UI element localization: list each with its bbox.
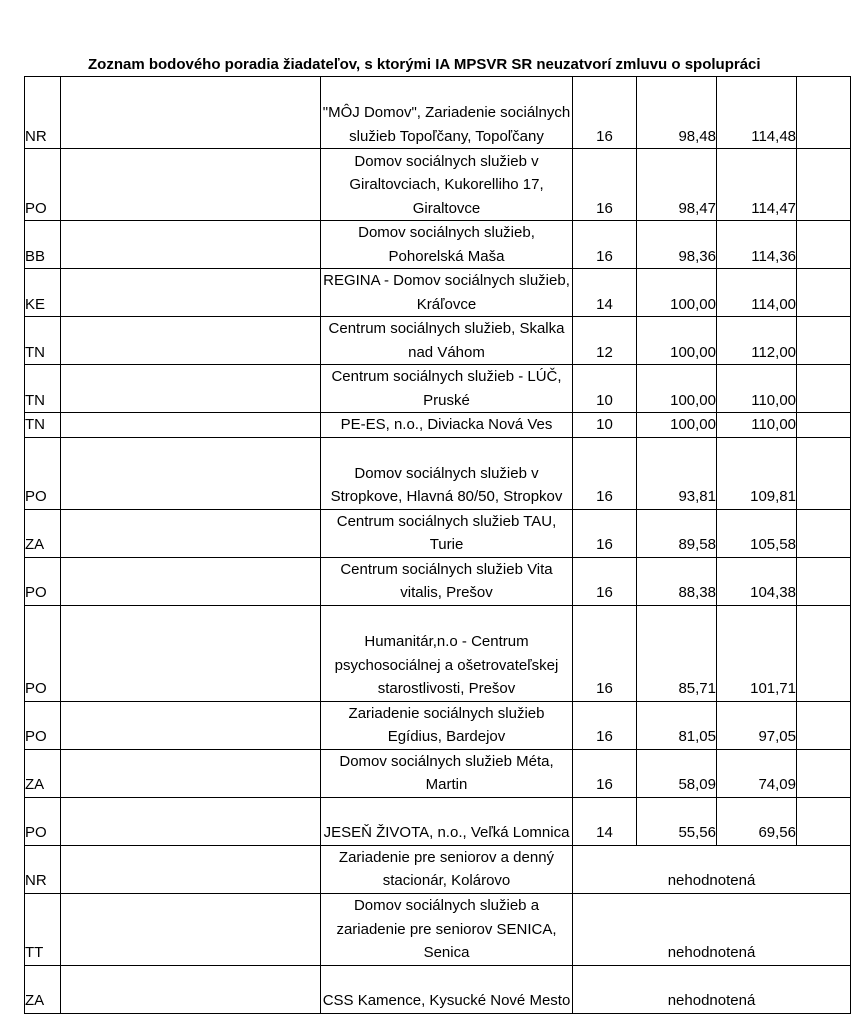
total-cell: 104,38 xyxy=(717,557,797,605)
score-cell: 100,00 xyxy=(637,317,717,365)
blank-cell xyxy=(61,413,321,438)
table-row xyxy=(25,845,851,893)
ranking-table xyxy=(24,76,851,1014)
total-cell: 114,36 xyxy=(717,221,797,269)
region-cell: KE xyxy=(25,269,61,317)
points-cell: 16 xyxy=(573,509,637,557)
empty-cell xyxy=(797,413,851,438)
applicant-name-cell: CSS Kamence, Kysucké Nové Mesto xyxy=(321,965,573,1013)
total-cell: 110,00 xyxy=(717,365,797,413)
table-row xyxy=(25,77,851,149)
table-row xyxy=(25,365,851,413)
region-cell: PO xyxy=(25,797,61,845)
applicant-name-cell: Domov sociálnych služieb v Giraltovciach, Kukorelliho 17, Giraltovce xyxy=(321,149,573,221)
points-cell: 16 xyxy=(573,557,637,605)
table-row xyxy=(25,413,851,438)
score-cell: 55,56 xyxy=(637,797,717,845)
region-cell: TN xyxy=(25,365,61,413)
blank-cell xyxy=(61,797,321,845)
total-cell: 69,56 xyxy=(717,797,797,845)
applicant-name-cell: Domov sociálnych služieb, Pohorelská Maša xyxy=(321,221,573,269)
total-cell: 114,00 xyxy=(717,269,797,317)
table-row xyxy=(25,509,851,557)
score-cell: 89,58 xyxy=(637,509,717,557)
region-cell: TN xyxy=(25,413,61,438)
status-cell: nehodnotená xyxy=(573,893,851,965)
blank-cell xyxy=(61,509,321,557)
points-cell: 12 xyxy=(573,317,637,365)
score-cell: 85,71 xyxy=(637,605,717,701)
empty-cell xyxy=(797,437,851,509)
score-cell: 81,05 xyxy=(637,701,717,749)
region-cell: TT xyxy=(25,893,61,965)
blank-cell xyxy=(61,893,321,965)
region-cell: NR xyxy=(25,845,61,893)
score-cell: 100,00 xyxy=(637,269,717,317)
region-cell: PO xyxy=(25,605,61,701)
region-cell: NR xyxy=(25,77,61,149)
points-cell: 16 xyxy=(573,749,637,797)
applicant-name-cell: Zariadenie pre seniorov a denný stacionár, Kolárovo xyxy=(321,845,573,893)
empty-cell xyxy=(797,509,851,557)
status-cell: nehodnotená xyxy=(573,965,851,1013)
empty-cell xyxy=(797,77,851,149)
table-row xyxy=(25,149,851,221)
table-row xyxy=(25,701,851,749)
table-row xyxy=(25,965,851,1013)
applicant-name-cell: Centrum sociálnych služieb, Skalka nad Váhom xyxy=(321,317,573,365)
empty-cell xyxy=(797,269,851,317)
blank-cell xyxy=(61,317,321,365)
points-cell: 16 xyxy=(573,437,637,509)
applicant-name-cell: PE-ES, n.o., Diviacka Nová Ves xyxy=(321,413,573,438)
points-cell: 16 xyxy=(573,149,637,221)
table-row xyxy=(25,317,851,365)
total-cell: 74,09 xyxy=(717,749,797,797)
applicant-name-cell: Domov sociálnych služieb Méta, Martin xyxy=(321,749,573,797)
applicant-name-cell: Humanitár,n.o - Centrum psychosociálnej a ošetrovateľskej starostlivosti, Prešov xyxy=(321,605,573,701)
points-cell: 10 xyxy=(573,365,637,413)
table-row xyxy=(25,269,851,317)
score-cell: 98,36 xyxy=(637,221,717,269)
applicant-name-cell: Centrum sociálnych služieb - LÚČ, Pruské xyxy=(321,365,573,413)
points-cell: 16 xyxy=(573,221,637,269)
empty-cell xyxy=(797,557,851,605)
blank-cell xyxy=(61,149,321,221)
blank-cell xyxy=(61,749,321,797)
region-cell: PO xyxy=(25,149,61,221)
region-cell: ZA xyxy=(25,749,61,797)
score-cell: 88,38 xyxy=(637,557,717,605)
total-cell: 109,81 xyxy=(717,437,797,509)
table-row xyxy=(25,893,851,965)
empty-cell xyxy=(797,317,851,365)
score-cell: 98,48 xyxy=(637,77,717,149)
score-cell: 100,00 xyxy=(637,365,717,413)
table-row xyxy=(25,557,851,605)
empty-cell xyxy=(797,149,851,221)
applicant-name-cell: Centrum sociálnych služieb TAU, Turie xyxy=(321,509,573,557)
applicant-name-cell: Centrum sociálnych služieb Vita vitalis, Prešov xyxy=(321,557,573,605)
blank-cell xyxy=(61,965,321,1013)
total-cell: 105,58 xyxy=(717,509,797,557)
points-cell: 14 xyxy=(573,797,637,845)
points-cell: 16 xyxy=(573,605,637,701)
region-cell: PO xyxy=(25,701,61,749)
applicant-name-cell: Domov sociálnych služieb v Stropkove, Hlavná 80/50, Stropkov xyxy=(321,437,573,509)
table-row xyxy=(25,221,851,269)
empty-cell xyxy=(797,797,851,845)
table-row xyxy=(25,797,851,845)
score-cell: 98,47 xyxy=(637,149,717,221)
total-cell: 114,48 xyxy=(717,77,797,149)
applicant-name-cell: REGINA - Domov sociálnych služieb, Kráľovce xyxy=(321,269,573,317)
blank-cell xyxy=(61,557,321,605)
score-cell: 100,00 xyxy=(637,413,717,438)
blank-cell xyxy=(61,701,321,749)
applicant-name-cell: Domov sociálnych služieb a zariadenie pre seniorov SENICA, Senica xyxy=(321,893,573,965)
region-cell: TN xyxy=(25,317,61,365)
total-cell: 110,00 xyxy=(717,413,797,438)
empty-cell xyxy=(797,749,851,797)
region-cell: PO xyxy=(25,437,61,509)
points-cell: 10 xyxy=(573,413,637,438)
table-row xyxy=(25,749,851,797)
page-title: Zoznam bodového poradia žiadateľov, s ktorými IA MPSVR SR neuzatvorí zmluvu o spolupráci xyxy=(88,56,761,73)
table-row xyxy=(25,437,851,509)
applicant-name-cell: "MÔJ Domov", Zariadenie sociálnych služieb Topoľčany, Topoľčany xyxy=(321,77,573,149)
status-cell: nehodnotená xyxy=(573,845,851,893)
region-cell: PO xyxy=(25,557,61,605)
blank-cell xyxy=(61,269,321,317)
total-cell: 97,05 xyxy=(717,701,797,749)
score-cell: 58,09 xyxy=(637,749,717,797)
blank-cell xyxy=(61,845,321,893)
points-cell: 14 xyxy=(573,269,637,317)
region-cell: ZA xyxy=(25,965,61,1013)
total-cell: 112,00 xyxy=(717,317,797,365)
total-cell: 101,71 xyxy=(717,605,797,701)
points-cell: 16 xyxy=(573,77,637,149)
region-cell: ZA xyxy=(25,509,61,557)
region-cell: BB xyxy=(25,221,61,269)
empty-cell xyxy=(797,605,851,701)
applicant-name-cell: JESEŇ ŽIVOTA, n.o., Veľká Lomnica xyxy=(321,797,573,845)
blank-cell xyxy=(61,77,321,149)
table-row xyxy=(25,605,851,701)
empty-cell xyxy=(797,701,851,749)
applicant-name-cell: Zariadenie sociálnych služieb Egídius, Bardejov xyxy=(321,701,573,749)
blank-cell xyxy=(61,437,321,509)
blank-cell xyxy=(61,605,321,701)
blank-cell xyxy=(61,221,321,269)
empty-cell xyxy=(797,365,851,413)
blank-cell xyxy=(61,365,321,413)
total-cell: 114,47 xyxy=(717,149,797,221)
empty-cell xyxy=(797,221,851,269)
score-cell: 93,81 xyxy=(637,437,717,509)
points-cell: 16 xyxy=(573,701,637,749)
